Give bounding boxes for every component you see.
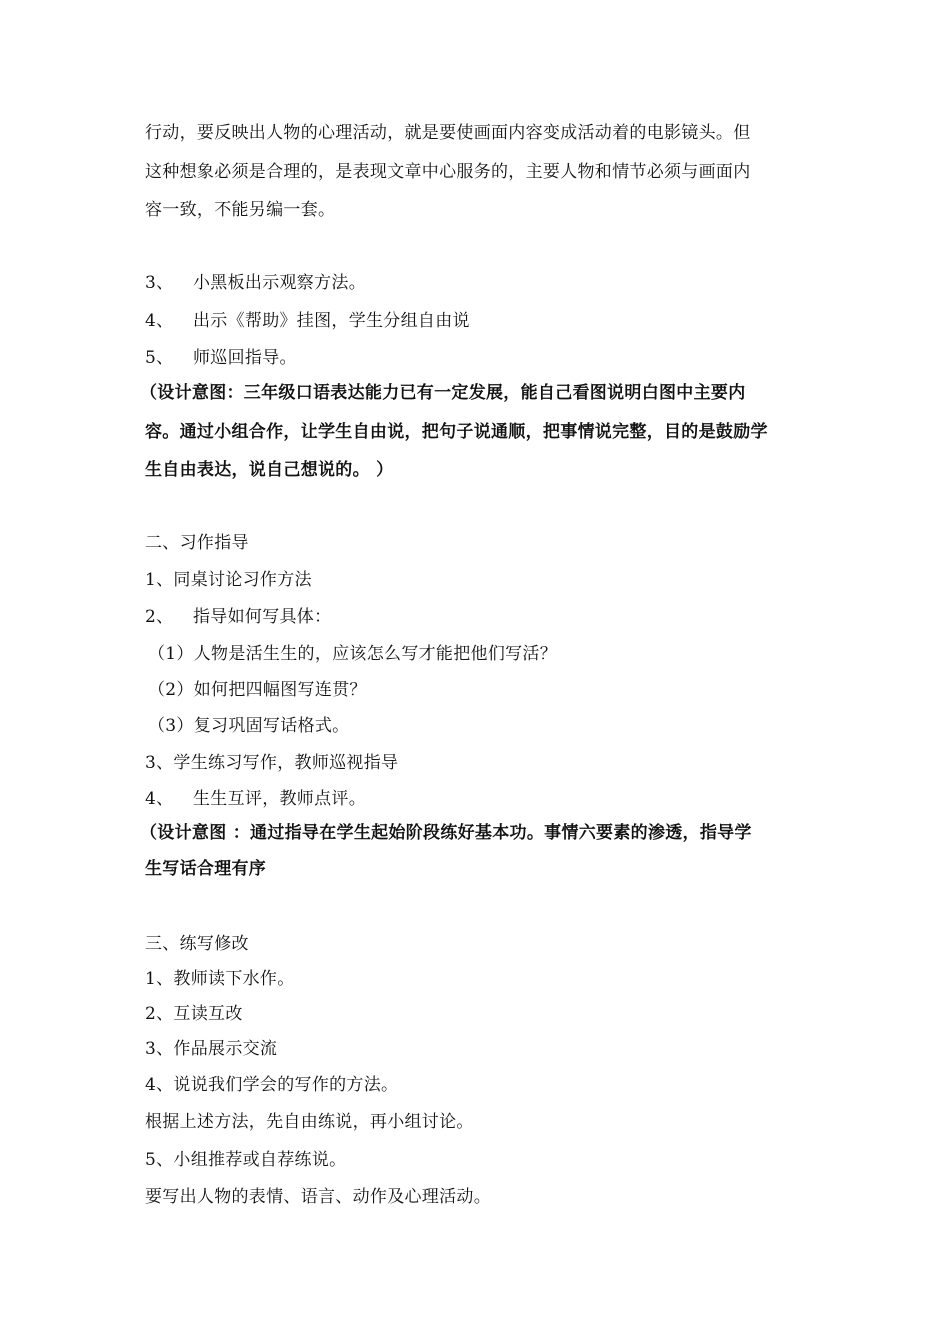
section-2-item-4 <box>145 788 815 810</box>
step-item <box>145 310 815 332</box>
step-text: 指导如何写具体： <box>193 607 332 627</box>
section-3-text-2: 要写出人物的表情、语言、动作及心理活动。 <box>145 1187 491 1207</box>
section-2-item-1: 1、同桌讨论习作方法 <box>145 570 312 590</box>
step-number: 4、 <box>145 789 174 809</box>
design-note-1-line-3: 生自由表达，说自己想说的。 ） <box>145 460 394 480</box>
intro-line-3: 容一致，不能另编一套。 <box>145 200 336 220</box>
section-2-sub-1: （1）人物是活生生的，应该怎么写才能把他们写活？ <box>148 644 558 664</box>
design-note-1-line-2: 容。通过小组合作，让学生自由说，把句子说通顺，把事情说完整，目的是鼓励学 <box>145 422 768 442</box>
step-text: 生生互评，教师点评。 <box>193 789 366 809</box>
section-2-item-2 <box>145 606 815 628</box>
section-2-item-3: 3、学生练习写作，教师巡视指导 <box>145 753 399 773</box>
design-note-1-line-1: （设计意图：三年级口语表达能力已有一定发展，能自己看图说明白图中主要内 <box>140 383 746 403</box>
design-note-2-line-2: 生写话合理有序 <box>145 859 267 879</box>
section-3-item-2: 2、互读互改 <box>145 1004 243 1024</box>
section-2-heading: 二、习作指导 <box>145 533 249 553</box>
intro-line-2: 这种想象必须是合理的，是表现文章中心服务的，主要人物和情节必须与画面内 <box>145 162 751 182</box>
step-number: 3、 <box>145 273 174 293</box>
section-3-text-1: 根据上述方法，先自由练说，再小组讨论。 <box>145 1112 474 1132</box>
step-item <box>145 272 815 294</box>
section-2-sub-2: （2）如何把四幅图写连贯？ <box>148 680 367 700</box>
section-2-sub-3: （3）复习巩固写话格式。 <box>148 716 350 736</box>
section-3-heading: 三、练写修改 <box>145 934 249 954</box>
step-number: 4、 <box>145 311 174 331</box>
step-text: 小黑板出示观察方法。 <box>193 273 366 293</box>
step-number: 2、 <box>145 607 174 627</box>
section-3-item-5: 5、小组推荐或自荐练说。 <box>145 1150 347 1170</box>
step-number: 5、 <box>145 348 174 368</box>
step-text: 出示《帮助》挂图，学生分组自由说 <box>193 311 470 331</box>
section-3-item-4: 4、说说我们学会的写作的方法。 <box>145 1075 399 1095</box>
design-note-2-line-1: （设计意图 ：通过指导在学生起始阶段练好基本功。事情六要素的渗透，指导学 <box>140 823 752 843</box>
section-3-item-3: 3、作品展示交流 <box>145 1039 278 1059</box>
step-item <box>145 347 815 369</box>
step-text: 师巡回指导。 <box>193 348 297 368</box>
intro-line-1: 行动，要反映出人物的心理活动，就是要使画面内容变成活动着的电影镜头。但 <box>145 123 751 143</box>
section-3-item-1: 1、教师读下水作。 <box>145 969 295 989</box>
